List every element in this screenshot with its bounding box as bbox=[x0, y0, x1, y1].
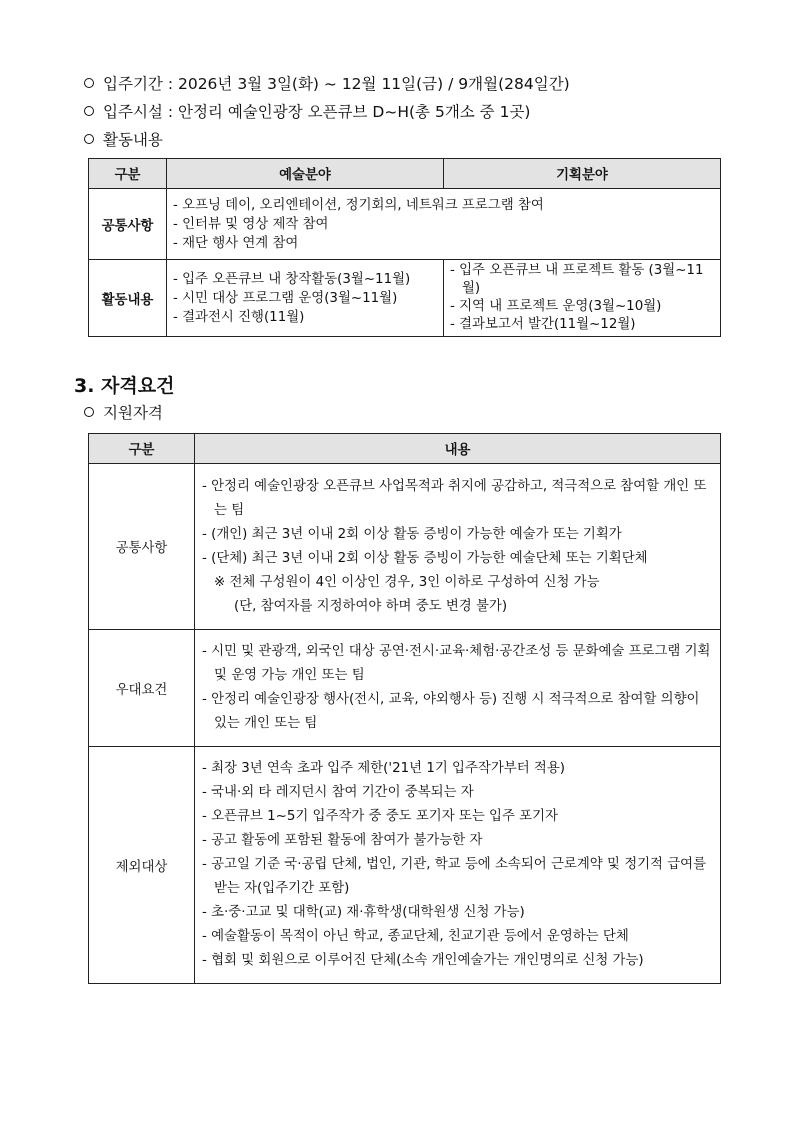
list-item: - 예술활동이 목적이 아닌 학교, 종교단체, 친교기관 등에서 운영하는 단체 bbox=[202, 929, 629, 944]
list-item: - 공고일 기준 국·공립 단체, 법인, 기관, 학교 등에 소속되어 근로계약 및 정기적 급여를 받는 자(입주기간 포함) bbox=[202, 857, 707, 896]
exclusion-items bbox=[195, 747, 721, 984]
circle-bullet-icon bbox=[84, 134, 94, 144]
list-item: - 입주 오픈큐브 내 창작활동(3월~11월) bbox=[173, 271, 411, 287]
list-item: - 입주 오픈큐브 내 프로젝트 활동 (3월~11월) bbox=[450, 263, 704, 296]
preference-items bbox=[195, 630, 721, 747]
list-item: - 공고 활동에 포함된 활동에 참여가 불가능한 자 bbox=[202, 833, 483, 848]
list-item: - 결과보고서 발간(11월~12월) bbox=[450, 317, 636, 332]
list-item: - 초·중·고교 및 대학(교) 재·휴학생(대학원생 신청 가능) bbox=[202, 905, 525, 920]
common-requirements-label: 공통사항 bbox=[89, 464, 195, 630]
circle-bullet-icon bbox=[84, 106, 94, 116]
header-art: 예술분야 bbox=[167, 159, 444, 189]
list-item: - 협회 및 회원으로 이루어진 단체(소속 개인예술가는 개인명의로 신청 가능) bbox=[202, 953, 644, 968]
common-requirements bbox=[195, 464, 721, 630]
common-label: 공통사항 bbox=[89, 189, 167, 260]
header-category: 구분 bbox=[89, 159, 167, 189]
note-text: ※ 전체 구성원이 4인 이상인 경우, 3인 이하로 구성하여 신청 가능 bbox=[214, 574, 600, 590]
period-line: 입주기간 : 2026년 3월 3일(화) ~ 12월 11일(금) / 9개월(284일간) bbox=[84, 73, 570, 95]
note-sub-text: (단, 참여자를 지정하여야 하며 중도 변경 불가) bbox=[234, 598, 508, 614]
facility-line: 입주시설 : 안정리 예술인광장 오픈큐브 D~H(총 5개소 중 1곳) bbox=[84, 101, 530, 123]
activity-label: 활동내용 bbox=[89, 260, 167, 337]
list-item: - 시민 및 관광객, 외국인 대상 공연·전시·교육·체험·공간조성 등 문화예술 프로그램 기획 및 운영 가능 개인 또는 팀 bbox=[202, 644, 711, 683]
activity-table bbox=[88, 158, 721, 337]
list-item: - 안정리 예술인광장 행사(전시, 교육, 야외행사 등) 진행 시 적극적으로 참여할 의향이 있는 개인 또는 팀 bbox=[202, 692, 700, 731]
list-item: - 시민 대상 프로그램 운영(3월~11월) bbox=[173, 290, 398, 306]
header-plan: 기획분야 bbox=[444, 159, 721, 189]
list-item: - 인터뷰 및 영상 제작 참여 bbox=[173, 216, 329, 232]
list-item: - 안정리 예술인광장 오픈큐브 사업목적과 취지에 공감하고, 적극적으로 참여할 개인 또는 팀 bbox=[202, 478, 707, 518]
activities-line: 활동내용 bbox=[84, 129, 163, 151]
qualification-table bbox=[88, 433, 721, 984]
circle-bullet-icon bbox=[84, 78, 94, 88]
list-item: - 결과전시 진행(11월) bbox=[173, 309, 305, 325]
list-item: - 국내·외 타 레지던시 참여 기간이 중복되는 자 bbox=[202, 785, 474, 800]
list-item: - 재단 행사 연계 참여 bbox=[173, 235, 299, 251]
header-category: 구분 bbox=[89, 434, 195, 464]
art-items bbox=[167, 260, 444, 337]
qualification-subtitle: 지원자격 bbox=[84, 402, 163, 424]
common-items bbox=[167, 189, 721, 260]
circle-bullet-icon bbox=[84, 407, 94, 417]
preference-label: 우대요건 bbox=[89, 630, 195, 747]
list-item: - 지역 내 프로젝트 운영(3월~10월) bbox=[450, 299, 662, 314]
list-item: - 오프닝 데이, 오리엔테이션, 정기회의, 네트워크 프로그램 참여 bbox=[173, 197, 544, 213]
section-title: 3. 자격요건 bbox=[74, 375, 175, 397]
list-item: - 최장 3년 연속 초과 입주 제한('21년 1기 입주작가부터 적용) bbox=[202, 761, 565, 776]
list-item: - (단체) 최근 3년 이내 2회 이상 활동 증빙이 가능한 예술단체 또는 기획단체 bbox=[202, 550, 648, 566]
exclusion-label: 제외대상 bbox=[89, 747, 195, 984]
header-content: 내용 bbox=[195, 434, 721, 464]
list-item: - (개인) 최근 3년 이내 2회 이상 활동 증빙이 가능한 예술가 또는 기획가 bbox=[202, 526, 622, 542]
list-item: - 오픈큐브 1~5기 입주작가 중 중도 포기자 또는 입주 포기자 bbox=[202, 809, 558, 824]
plan-items bbox=[444, 260, 721, 337]
